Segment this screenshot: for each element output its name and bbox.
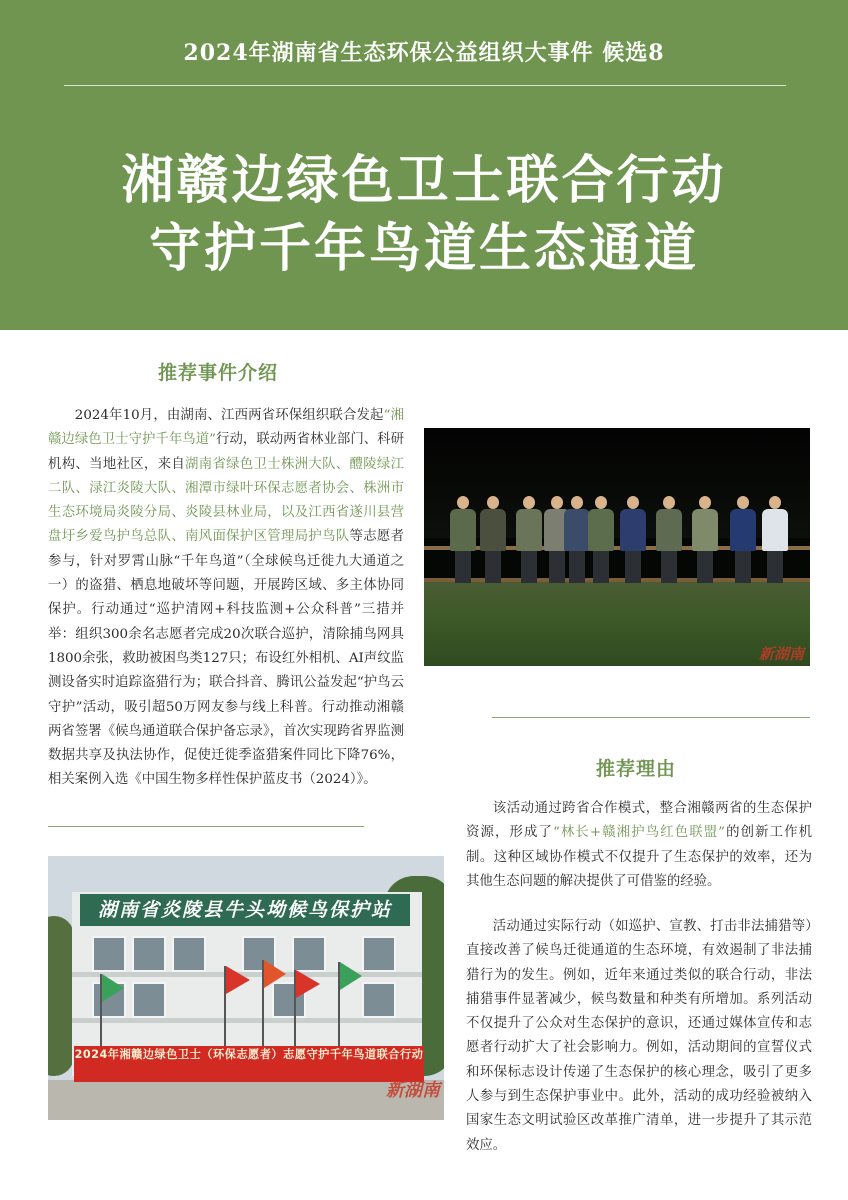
event-banner xyxy=(74,1046,424,1082)
news-watermark: 新湖南 xyxy=(386,1080,440,1101)
reason-text-1a: 该活动通过跨省合作模式，整合湘赣两省的生态保护资源，形成了 xyxy=(466,801,812,841)
headline-line-2: 守护千年鸟道生态通道 xyxy=(148,219,699,279)
headline-line-1: 湘赣边绿色卫士联合行动 xyxy=(121,151,727,211)
header-kicker: 2024年湖南省生态环保公益组织大事件 候选8 xyxy=(183,40,665,66)
volunteer-figure xyxy=(762,496,788,582)
red-flag xyxy=(296,970,320,998)
section-divider-left xyxy=(48,826,364,827)
header-banner xyxy=(0,0,848,330)
reason-text-1b: 的创新工作机制。这种区域协作模式不仅提升了生态保护的效率，还为其他生态问题的解决提供了可借鉴的经验。 xyxy=(466,825,812,889)
night-group-photo xyxy=(424,428,810,666)
volunteer-figure xyxy=(480,496,506,582)
station-signboard: 湖南省炎陵县牛头坳候鸟保护站 xyxy=(80,894,410,926)
volunteer-figure xyxy=(516,496,542,582)
station-group-photo xyxy=(48,856,444,1120)
green-flag xyxy=(340,962,362,990)
intro-highlight-1: “湘赣边绿色卫士守护千年鸟道” xyxy=(48,408,404,448)
volunteer-figure xyxy=(588,496,614,582)
red-flag xyxy=(226,966,250,994)
volunteer-figure xyxy=(692,496,718,582)
green-flag xyxy=(102,974,124,1002)
reason-paragraph-2: 活动通过实际行动（如巡护、宣教、打击非法捕猎等）直接改善了候鸟迁徙通道的生态环境，有效遏制了非法捕猎行为的发生。例如，近年来通过类似的联合行动，非法捕猎事件显著减少，候鸟数量和种类有所增加。系列活动不仅提升了公众对生态保护的意识，还通过媒体宣传和志愿者行动扩大了社会影响力。例如，活动期间的宣誓仪式和环保标志设计传递了生态保护的核心理念，吸引了更多人参与到生态保护事业中。此外，活动的成功经验被纳入国家生态文明试验区改革推广清单，进一步提升了其示范效应。 xyxy=(466,919,812,1153)
intro-heading: 推荐事件介绍 xyxy=(158,362,279,384)
volunteer-figure xyxy=(450,496,476,582)
intro-text-2: 行动，联动两省林业部门、科研机构、当地社区，来自 xyxy=(48,432,404,472)
header-divider xyxy=(64,85,786,86)
event-banner-text: 2024年湘赣边绿色卫士（环保志愿者）志愿守护千年鸟道联合行动 xyxy=(74,1048,424,1061)
news-watermark: 新湖南 xyxy=(758,645,804,663)
volunteer-figure xyxy=(656,496,682,582)
reason-highlight-1: “林长+赣湘护鸟红色联盟” xyxy=(552,825,726,841)
section-divider-right xyxy=(492,717,810,718)
volunteer-figure xyxy=(620,496,646,582)
volunteer-figure xyxy=(564,496,590,582)
intro-text-1: 2024年10月，由湖南、江西两省环保组织联合发起 xyxy=(74,408,384,423)
red-flag xyxy=(264,960,286,988)
reason-heading: 推荐理由 xyxy=(596,758,677,780)
intro-text-3: 等志愿者参与，针对罗霄山脉“千年鸟道”（全球候鸟迁徙九大通道之一）的盗猎、栖息地破坏等问题，开展跨区域、多主体协同保护。行动通过“巡护清网+科技监测+公众科普”三措并举：组织300余名志愿者完成20次联合巡护，清除捕鸟网具1800余张，救助被困鸟类127只；布设红外相机、AI声纹监测设备实时追踪盗猎行为；联合抖音、腾讯公益发起“护鸟云守护”活动，吸引超50万网友参与线上科普。行动推动湘赣两省签署《候鸟通道联合保护备忘录》，首次实现跨省界监测数据共享及执法协作，促使迁徙季盗猎案件同比下降76%，相关案例入选《中国生物多样性保护蓝皮书（2024）》。 xyxy=(48,529,405,788)
intro-paragraph xyxy=(48,404,404,793)
reason-paragraph-1 xyxy=(466,797,812,894)
volunteer-figure xyxy=(730,496,756,582)
intro-highlight-2: 湖南省绿色卫士株洲大队、醴陵绿江二队、渌江炎陵大队、湘潭市绿叶环保志愿者协会、株洲市生态环境局炎陵分局、炎陵县林业局，以及江西省遂川县营盘圩乡爱鸟护鸟总队、南风面保护区管理局护鸟队 xyxy=(48,456,405,545)
